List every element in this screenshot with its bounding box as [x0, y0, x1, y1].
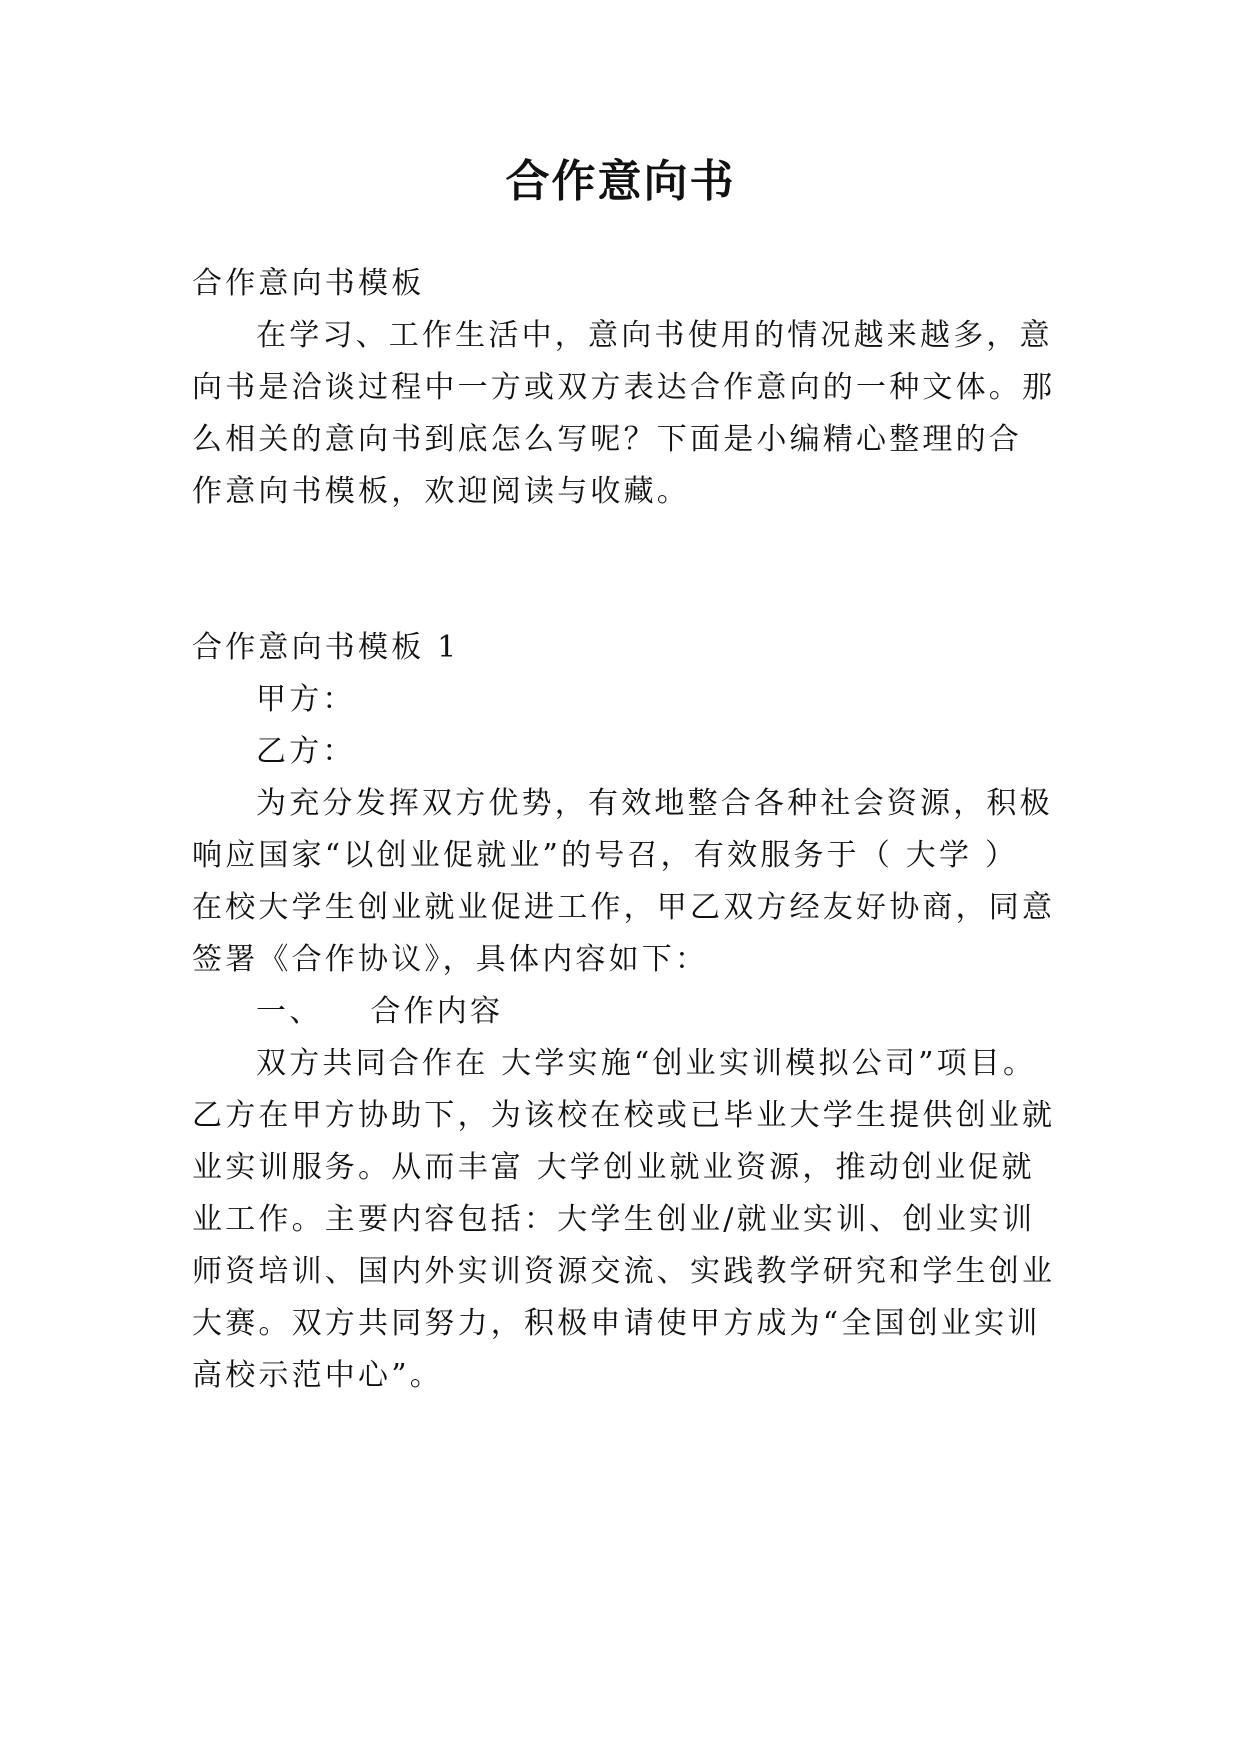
preamble-line-4: 签署《合作协议》，具体内容如下：: [192, 942, 709, 977]
content-line-4: 业工作。主要内容包括：大学生创业/就业实训、创业实训: [192, 1202, 1036, 1237]
intro-line-3: 么相关的意向书到底怎么写呢？下面是小编精心整理的合: [192, 422, 1022, 457]
section-1-label: 合作内容: [370, 994, 504, 1029]
section-1-number: 一、: [256, 994, 323, 1029]
intro-heading: 合作意向书模板: [192, 266, 425, 301]
content-line-6: 大赛。双方共同努力，积极申请使甲方成为“全国创业实训: [192, 1306, 1041, 1341]
preamble-line-1: 为充分发挥双方优势，有效地整合各种社会资源，积极: [256, 786, 1053, 821]
document-title: 合作意向书: [505, 156, 736, 207]
preamble-line-2: 响应国家“以创业促就业”的号召，有效服务于（ 大学 ）: [192, 838, 1019, 873]
content-line-1: 双方共同合作在 大学实施“创业实训模拟公司”项目。: [256, 1046, 1037, 1081]
intro-line-4: 作意向书模板，欢迎阅读与收藏。: [192, 474, 690, 509]
party-a-label: 甲方：: [256, 682, 356, 717]
intro-line-2: 向书是洽谈过程中一方或双方表达合作意向的一种文体。那: [192, 370, 1056, 405]
content-line-2: 乙方在甲方协助下，为该校在校或已毕业大学生提供创业就: [192, 1098, 1056, 1133]
intro-line-1: 在学习、工作生活中，意向书使用的情况越来越多，意: [256, 318, 1053, 353]
party-b-label: 乙方：: [256, 734, 356, 769]
template1-heading: 合作意向书模板 1: [192, 630, 460, 665]
content-line-7: 高校示范中心”。: [192, 1358, 443, 1393]
content-line-3: 业实训服务。从而丰富 大学创业就业资源，推动创业促就: [192, 1150, 1035, 1185]
section-1-heading: [256, 990, 1072, 1034]
preamble-line-3: 在校大学生创业就业促进工作，甲乙双方经友好协商，同意: [192, 890, 1056, 925]
content-line-5: 师资培训、国内外实训资源交流、实践教学研究和学生创业: [192, 1254, 1056, 1289]
